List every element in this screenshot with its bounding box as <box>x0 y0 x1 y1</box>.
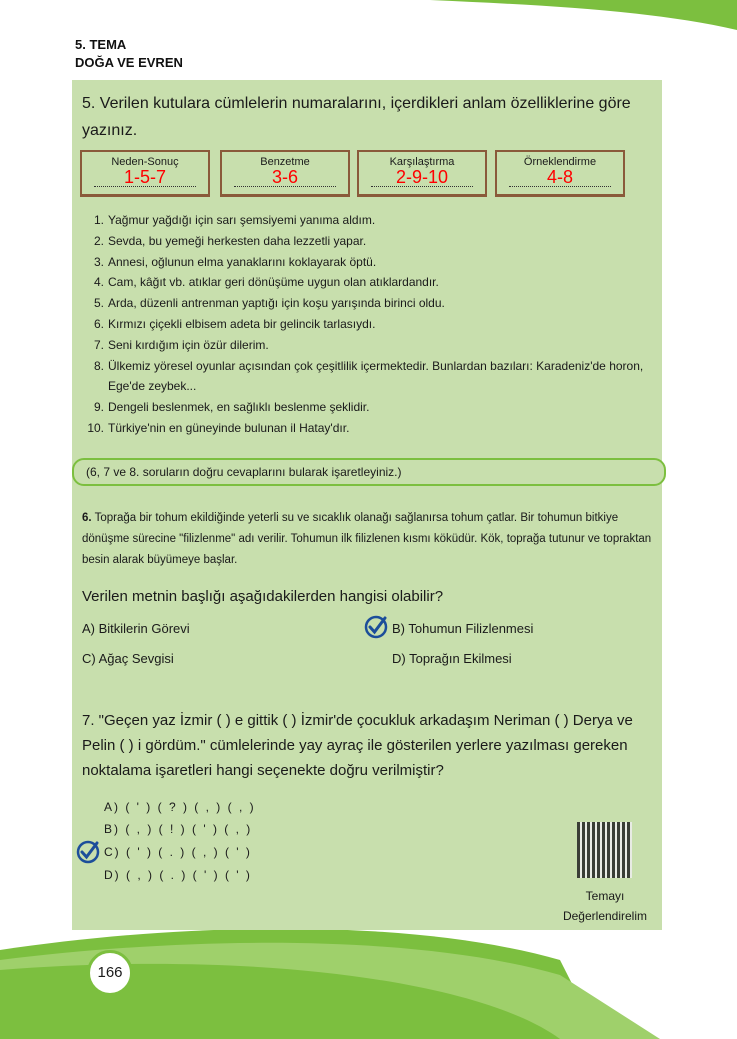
item-number: 1. <box>93 213 104 227</box>
q7-option-d[interactable]: D) ( , ) ( . ) ( ' ) ( ' ) <box>104 868 252 882</box>
list-item <box>80 210 650 231</box>
page-number: 166 <box>87 950 133 996</box>
list-item <box>80 293 650 314</box>
box-answer: 2-9-10 <box>371 168 473 187</box>
answer-box-comparison[interactable] <box>357 150 487 197</box>
item-text: Kırmızı çiçekli elbisem adeta bir gelincik tarlasıydı. <box>108 316 376 331</box>
instruction-banner: (6, 7 ve 8. soruların doğru cevaplarını bularak işaretleyiniz.) <box>72 458 666 486</box>
box-label: Karşılaştırma <box>389 156 455 168</box>
qr-caption-line1: Temayı <box>585 889 625 903</box>
item-text: Seni kırdığım için özür dilerim. <box>108 337 269 352</box>
item-text: Ülkemiz yöresel oyunlar açısından çok çeşitlilik içermektedir. Bunlardan bazıları: Karadeniz'de horon, Ege'de zeybek... <box>108 358 644 394</box>
list-item <box>80 356 650 398</box>
qr-code[interactable] <box>577 822 632 878</box>
box-answer: 4-8 <box>509 168 611 187</box>
checkmark-icon <box>76 840 100 864</box>
item-text: Arda, düzenli antrenman yaptığı için koşu yarışında birinci oldu. <box>108 296 445 311</box>
q6-question: Verilen metnin başlığı aşağıdakilerden hangisi olabilir? <box>82 588 444 605</box>
item-number: 8. <box>93 358 104 373</box>
unit-header <box>75 36 183 72</box>
item-number: 3. <box>93 254 104 269</box>
sentence-list <box>80 210 650 439</box>
item-number: 6. <box>93 316 104 331</box>
list-item <box>80 231 650 252</box>
list-item <box>80 272 650 293</box>
q6-option-b[interactable]: B) Tohumun Filizlenmesi <box>392 621 534 636</box>
box-label: Örneklendirme <box>523 156 597 168</box>
q7-option-a[interactable]: A) ( ' ) ( ? ) ( , ) ( , ) <box>104 800 256 814</box>
item-text: Annesi, oğlunun elma yanaklarını koklayarak öptü. <box>108 254 377 269</box>
list-item <box>80 418 650 439</box>
list-item <box>80 252 650 273</box>
box-label: Neden-Sonuç <box>111 156 179 168</box>
q6-option-d[interactable]: D) Toprağın Ekilmesi <box>392 651 512 666</box>
item-text: Cam, kâğıt vb. atıklar geri dönüşüme uygun olan atıklardandır. <box>108 275 439 290</box>
q6-passage <box>82 508 654 571</box>
item-text: Dengeli beslenmek, en sağlıklı beslenme şeklidir. <box>108 400 370 415</box>
answer-box-cause-effect[interactable] <box>80 150 210 197</box>
list-item <box>80 397 650 418</box>
q6-option-c[interactable]: C) Ağaç Sevgisi <box>82 651 174 666</box>
item-text: Türkiye'nin en güneyinde bulunan il Hatay'dır. <box>108 420 350 435</box>
q6-text: Toprağa bir tohum ekildiğinde yeterli su ve sıcaklık olanağı sağlanırsa tohum çatlar. Bir tohumun bitkiye dönüşme sürecine "filizlenme" adı verilir. Tohumun ilk filizlenen kısmı köküdür. Kök, toprağa tutunur ve topraktan besin alarak büyümeye başlar. <box>82 512 652 566</box>
item-number: 4. <box>93 275 104 290</box>
item-number: 10. <box>87 420 104 435</box>
q5-title: 5. Verilen kutulara cümlelerin numaralarını, içerdikleri anlam özelliklerine göre yazınız. <box>82 95 631 139</box>
box-answer: 1-5-7 <box>94 168 196 187</box>
qr-caption-line2: Değerlendirelim <box>562 909 648 923</box>
q6-number: 6. <box>82 512 92 524</box>
item-number: 2. <box>93 233 104 248</box>
box-answer: 3-6 <box>234 168 336 187</box>
q7-option-b[interactable]: B) ( , ) ( ! ) ( ' ) ( , ) <box>104 822 253 836</box>
item-number: 7. <box>93 337 104 352</box>
unit-title: DOĞA VE EVREN <box>75 55 183 70</box>
item-number: 9. <box>93 400 104 415</box>
item-text: Yağmur yağdığı için sarı şemsiyemi yanıma aldım. <box>108 213 376 227</box>
q6-option-a[interactable]: A) Bitkilerin Görevi <box>82 621 190 636</box>
item-number: 5. <box>93 296 104 311</box>
list-item <box>80 314 650 335</box>
box-label: Benzetme <box>260 156 310 168</box>
list-item <box>80 335 650 356</box>
item-text: Sevda, bu yemeği herkesten daha lezzetli yapar. <box>108 233 367 248</box>
q7-question: 7. "Geçen yaz İzmir ( ) e gittik ( ) İzmir'de çocukluk arkadaşım Neriman ( ) Derya ve Pelin ( ) i gördüm." cümlelerinde yay ayraç ile gösterilen yerlere yazılması gereken noktalama işaretleri hangi seçenekte doğru verilmiştir? <box>82 712 633 779</box>
answer-box-example[interactable] <box>495 150 625 197</box>
q7-option-c[interactable]: C) ( ' ) ( . ) ( , ) ( ' ) <box>104 845 252 859</box>
unit-number: 5. TEMA <box>75 37 127 52</box>
answer-box-simile[interactable] <box>220 150 350 197</box>
checkmark-icon <box>364 615 388 639</box>
